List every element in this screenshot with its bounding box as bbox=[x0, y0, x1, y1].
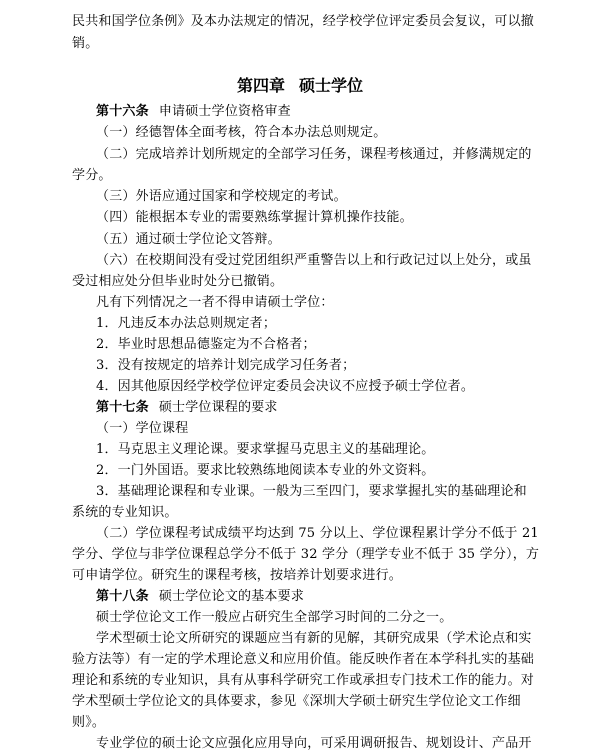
chapter-number: 第四章 bbox=[236, 76, 285, 95]
exclusion-item: 4．因其他原因经学校学位评定委员会决议不应授予硕士学位者。 bbox=[96, 379, 475, 394]
article-number: 第十八条 bbox=[96, 589, 149, 604]
article-16-header bbox=[96, 101, 291, 122]
article-17-item: 学分、学位与非学位课程总学分不低于 32 学分（理学专业不低于 35 学分），方 bbox=[72, 547, 540, 562]
exclusion-intro: 凡有下列情况之一者不得申请硕士学位： bbox=[96, 295, 334, 310]
article-18-item: 学术型硕士学位论文的具体要求，参见《深圳大学硕士研究生学位论文工作细 bbox=[72, 694, 521, 709]
article-18-item: 验方法等）有一定的学术理论意义和应用价值。能反映作者在本学科扎实的基础 bbox=[72, 652, 535, 667]
article-number: 第十六条 bbox=[96, 104, 149, 119]
article-17-item: 3．基础理论课程和专业课。一般为三至四门，要求掌握扎实的基础理论和 bbox=[96, 484, 527, 499]
article-number: 第十七条 bbox=[96, 400, 149, 415]
article-18-item: 理论和系统的专业知识，具有从事科学研究工作或承担专门技术工作的能力。对 bbox=[72, 673, 535, 688]
article-16-item: 学分。 bbox=[72, 168, 112, 183]
article-18-item: 学术型硕士论文所研究的课题应当有新的见解，其研究成果（学术论点和实 bbox=[96, 631, 532, 646]
article-17-item: （二）学位课程考试成绩平均达到 75 分以上、学位课程累计学分不低于 21 bbox=[96, 526, 539, 541]
article-title: 硕士学位课程的要求 bbox=[158, 400, 278, 415]
article-17-item: （一）学位课程 bbox=[96, 421, 189, 436]
article-16-item: （一）经德智体全面考核，符合本办法总则规定。 bbox=[96, 125, 387, 140]
chapter-name: 硕士学位 bbox=[299, 76, 364, 95]
exclusion-item: 2．毕业时思想品德鉴定为不合格者； bbox=[96, 337, 316, 352]
article-16-item: （二）完成培养计划所规定的全部学习任务，课程考核通过，并修满规定的 bbox=[96, 147, 532, 162]
article-18-header bbox=[96, 586, 304, 607]
article-16-item: （六）在校期间没有受过党团组织严重警告以上和行政记过以上处分，或虽 bbox=[96, 253, 532, 268]
article-16-item: （三）外语应通过国家和学校规定的考试。 bbox=[96, 189, 347, 204]
article-17-header bbox=[96, 397, 278, 418]
article-title: 申请硕士学位资格审查 bbox=[158, 104, 291, 119]
article-17-item: 系统的专业知识。 bbox=[72, 505, 178, 520]
article-16-item: （四）能根据本专业的需要熟练掌握计算机操作技能。 bbox=[96, 210, 413, 225]
article-18-item: 专业学位的硕士论文应强化应用导向，可采用调研报告、规划设计、产品开 bbox=[96, 736, 532, 751]
article-17-item: 2．一门外国语。要求比较熟练地阅读本专业的外文资料。 bbox=[96, 463, 435, 478]
exclusion-item: 1．凡违反本办法总则规定者； bbox=[96, 316, 277, 331]
article-17-item: 1．马克思主义理论课。要求掌握马克思主义的基础理论。 bbox=[96, 442, 435, 457]
article-16-item: （五）通过硕士学位论文答辩。 bbox=[96, 232, 281, 247]
intro-line: 民共和国学位条例》及本办法规定的情况，经学校学位评定委员会复议，可以撤 bbox=[72, 14, 535, 29]
chapter-title bbox=[0, 75, 600, 97]
article-18-item: 硕士学位论文工作一般应占研究生全部学习时间的二分之一。 bbox=[96, 610, 453, 625]
exclusion-item: 3．没有按规定的培养计划完成学习任务者； bbox=[96, 358, 356, 373]
article-16-item: 受过相应处分但毕业时处分已撤销。 bbox=[72, 274, 284, 289]
article-17-item: 可申请学位。研究生的课程考核，按培养计划要求进行。 bbox=[72, 568, 403, 583]
intro-line: 销。 bbox=[72, 36, 99, 51]
article-title: 硕士学位论文的基本要求 bbox=[158, 589, 305, 604]
article-18-item: 则》。 bbox=[72, 715, 106, 730]
